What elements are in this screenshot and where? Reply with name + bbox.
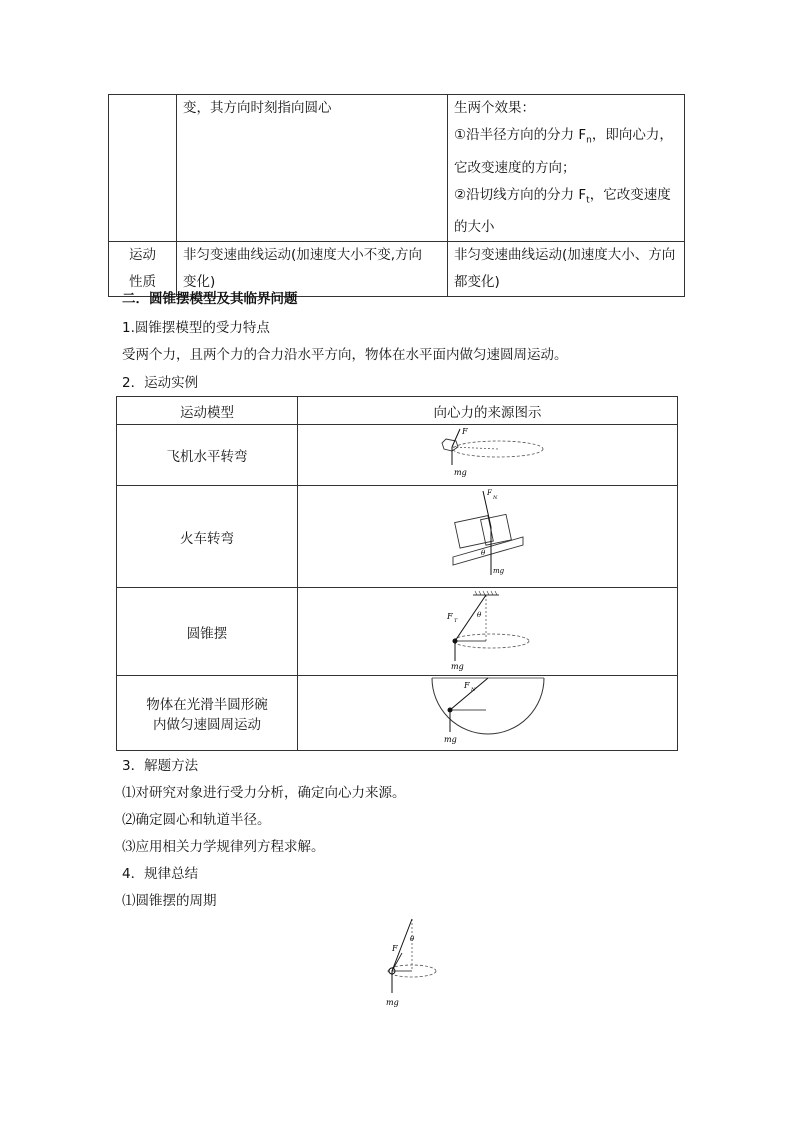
table-cell bbox=[177, 95, 448, 242]
force-label: F bbox=[446, 611, 453, 621]
table-header: 运动模型 bbox=[117, 397, 298, 425]
table-row bbox=[117, 588, 678, 676]
force-sub: N bbox=[492, 494, 497, 501]
table-cell: 火车转弯 bbox=[117, 486, 298, 588]
subheading: 3．解题方法 bbox=[122, 758, 199, 774]
paragraph: ⑵确定圆心和轨道半径。 bbox=[122, 812, 271, 828]
angle-label: θ bbox=[410, 935, 415, 943]
table-cell: 飞机水平转弯 bbox=[117, 425, 298, 486]
conical-pendulum-diagram bbox=[433, 589, 543, 671]
paragraph: ⑶应用相关力学规律列方程求解。 bbox=[122, 839, 325, 855]
section-heading: 二．圆锥摆模型及其临界问题 bbox=[122, 291, 298, 307]
gravity-label: mg bbox=[453, 468, 467, 477]
gravity-label: mg bbox=[450, 661, 464, 671]
subheading: 2．运动实例 bbox=[122, 375, 199, 391]
cell-text: 的大小 bbox=[454, 219, 495, 236]
subheading: ⑴圆锥摆的周期 bbox=[122, 893, 217, 909]
cell-text: ①沿半径方向的分力 $F_n$，即向心力， bbox=[454, 127, 673, 146]
cell-text: ②沿切线方向的分力 $F_t$，它改变速度 bbox=[454, 186, 671, 206]
gravity-label: mg bbox=[386, 998, 399, 1007]
table-cell: 非匀变速曲线运动(加速度大小、方向 都变化) bbox=[448, 242, 685, 297]
table-row bbox=[117, 425, 678, 486]
force-label: F bbox=[486, 488, 492, 497]
force-label: F bbox=[463, 681, 470, 690]
angle-label: θ bbox=[476, 610, 481, 619]
figure-cell bbox=[298, 486, 678, 588]
airplane-diagram bbox=[428, 425, 548, 481]
pendulum-period-diagram bbox=[380, 915, 450, 1010]
table-row bbox=[117, 397, 678, 425]
table-cell bbox=[109, 95, 177, 242]
table-row bbox=[117, 676, 678, 751]
train-diagram bbox=[443, 487, 533, 583]
gravity-label: mg bbox=[492, 566, 504, 575]
bowl-diagram bbox=[428, 676, 548, 746]
gravity-label: mg bbox=[443, 735, 457, 744]
angle-label: θ bbox=[480, 548, 485, 557]
table-header: 向心力的来源图示 bbox=[298, 397, 678, 425]
table-cell: 非匀变速曲线运动(加速度大小不变,方向 变化) bbox=[177, 242, 448, 297]
paragraph: 受两个力，且两个力的合力沿水平方向，物体在水平面内做匀速圆周运动。 bbox=[122, 347, 568, 363]
paragraph: ⑴对研究对象进行受力分析，确定向心力来源。 bbox=[122, 785, 406, 801]
force-label: F bbox=[392, 944, 398, 953]
force-label: F bbox=[461, 427, 468, 436]
cell-text: 生两个效果： bbox=[454, 100, 535, 116]
force-sub: T bbox=[453, 617, 457, 624]
examples-table bbox=[116, 396, 678, 751]
comparison-table bbox=[108, 94, 685, 297]
table-cell bbox=[448, 95, 685, 242]
force-sub: N bbox=[470, 687, 475, 693]
figure-cell bbox=[298, 588, 678, 676]
subheading: 1.圆锥摆模型的受力特点 bbox=[122, 320, 270, 336]
cell-text: 变，其方向时刻指向圆心 bbox=[183, 100, 332, 116]
table-cell: 物体在光滑半圆形碗 内做匀速圆周运动 bbox=[117, 676, 298, 751]
table-cell: 运动 性质 bbox=[109, 242, 177, 297]
table-row bbox=[109, 95, 685, 242]
subheading: 4．规律总结 bbox=[122, 866, 199, 882]
figure-cell bbox=[298, 425, 678, 486]
figure-cell bbox=[298, 676, 678, 751]
table-row bbox=[117, 486, 678, 588]
cell-text: 它改变速度的方向； bbox=[454, 159, 576, 176]
table-cell: 圆锥摆 bbox=[117, 588, 298, 676]
